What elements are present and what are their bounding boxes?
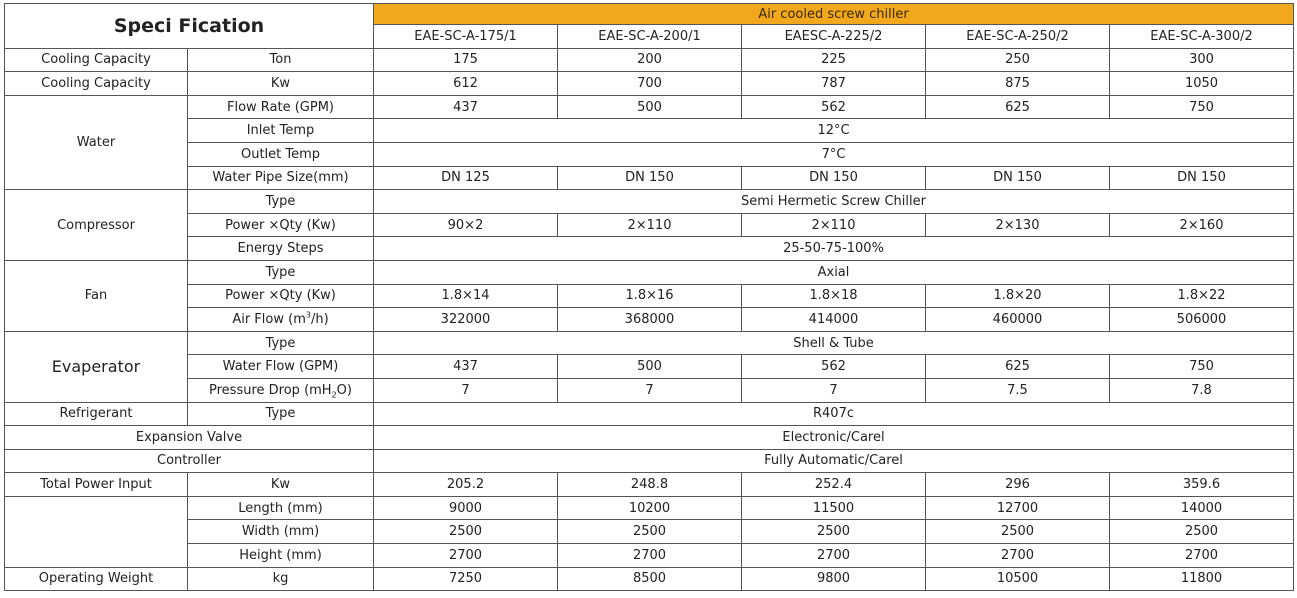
row-param-label: Type xyxy=(188,260,374,284)
table-row xyxy=(5,426,1294,450)
table-row xyxy=(5,190,1294,214)
table-cell-merged: 25-50-75-100% xyxy=(374,237,1294,261)
table-cell: 1.8×20 xyxy=(926,284,1110,308)
table-cell: DN 150 xyxy=(1110,166,1294,190)
row-param-label: Water Flow (GPM) xyxy=(188,355,374,379)
table-row xyxy=(5,331,1294,355)
table-cell-merged: Electronic/Carel xyxy=(374,426,1294,450)
table-cell: 10200 xyxy=(558,496,742,520)
row-param-label: Inlet Temp xyxy=(188,119,374,143)
table-cell: 506000 xyxy=(1110,308,1294,332)
table-cell: 14000 xyxy=(1110,496,1294,520)
row-group-label: Evaperator xyxy=(5,331,188,402)
table-cell: 7 xyxy=(742,378,926,402)
table-cell: 2500 xyxy=(742,520,926,544)
table-cell: 205.2 xyxy=(374,473,558,497)
row-group-label: Cooling Capacity xyxy=(5,72,188,96)
table-cell: 612 xyxy=(374,72,558,96)
table-cell: 1.8×14 xyxy=(374,284,558,308)
table-row xyxy=(5,237,1294,261)
table-cell: 7.8 xyxy=(1110,378,1294,402)
table-row xyxy=(5,308,1294,332)
table-row xyxy=(5,72,1294,96)
table-cell: 368000 xyxy=(558,308,742,332)
table-cell: 2700 xyxy=(374,544,558,568)
table-cell: 1.8×16 xyxy=(558,284,742,308)
table-row xyxy=(5,142,1294,166)
table-cell: 10500 xyxy=(926,567,1110,591)
table-cell: 175 xyxy=(374,48,558,72)
table-cell-merged: Fully Automatic/Carel xyxy=(374,449,1294,473)
table-cell: 250 xyxy=(926,48,1110,72)
table-cell-merged: Semi Hermetic Screw Chiller xyxy=(374,190,1294,214)
table-row xyxy=(5,402,1294,426)
table-row xyxy=(5,284,1294,308)
table-cell: 2700 xyxy=(742,544,926,568)
table-cell: 8500 xyxy=(558,567,742,591)
table-cell-merged: Axial xyxy=(374,260,1294,284)
row-param-label: Type xyxy=(188,331,374,355)
table-cell: 2500 xyxy=(926,520,1110,544)
row-param-label: Width (mm) xyxy=(188,520,374,544)
table-row xyxy=(5,567,1294,591)
row-group-label: Expansion Valve xyxy=(5,426,374,450)
row-group-label: Fan xyxy=(5,260,188,331)
table-row xyxy=(5,378,1294,402)
table-cell: 300 xyxy=(1110,48,1294,72)
model-header: EAESC-A-225/2 xyxy=(742,25,926,49)
table-cell: 296 xyxy=(926,473,1110,497)
row-param-label: Ton xyxy=(188,48,374,72)
model-header: EAE-SC-A-250/2 xyxy=(926,25,1110,49)
table-cell: 9000 xyxy=(374,496,558,520)
table-cell: 750 xyxy=(1110,95,1294,119)
table-row xyxy=(5,213,1294,237)
row-param-label: Air Flow $(m^3/h)$ xyxy=(188,308,374,332)
row-group-label: Total Power Input xyxy=(5,473,188,497)
table-cell: 7250 xyxy=(374,567,558,591)
table-cell: 2500 xyxy=(558,520,742,544)
table-cell: 7 xyxy=(558,378,742,402)
row-param-label: Pressure Drop $(mH_2O)$ xyxy=(188,378,374,402)
table-cell: DN 150 xyxy=(558,166,742,190)
table-row xyxy=(5,166,1294,190)
table-cell: 750 xyxy=(1110,355,1294,379)
table-row xyxy=(5,496,1294,520)
table-cell: 2×110 xyxy=(742,213,926,237)
table-row xyxy=(5,544,1294,568)
table-cell: 500 xyxy=(558,95,742,119)
table-title: Speci Fication xyxy=(5,4,374,49)
model-header: EAE-SC-A-175/1 xyxy=(374,25,558,49)
row-param-label: Length (mm) xyxy=(188,496,374,520)
row-param-label: Kw xyxy=(188,72,374,96)
table-cell: 225 xyxy=(742,48,926,72)
table-cell: 11800 xyxy=(1110,567,1294,591)
table-cell: 2700 xyxy=(558,544,742,568)
table-cell: 460000 xyxy=(926,308,1110,332)
table-row xyxy=(5,473,1294,497)
table-cell: 437 xyxy=(374,355,558,379)
table-cell: 787 xyxy=(742,72,926,96)
table-cell: 1.8×22 xyxy=(1110,284,1294,308)
row-param-label: Energy Steps xyxy=(188,237,374,261)
row-param-label: Kw xyxy=(188,473,374,497)
row-param-label: kg xyxy=(188,567,374,591)
table-cell-merged: Shell & Tube xyxy=(374,331,1294,355)
table-cell: 7 xyxy=(374,378,558,402)
row-param-label: Height (mm) xyxy=(188,544,374,568)
table-cell: 9800 xyxy=(742,567,926,591)
table-cell: 500 xyxy=(558,355,742,379)
row-param-label: Power ×Qty (Kw) xyxy=(188,284,374,308)
row-param-label: Power ×Qty (Kw) xyxy=(188,213,374,237)
table-row xyxy=(5,260,1294,284)
model-header: EAE-SC-A-200/1 xyxy=(558,25,742,49)
table-cell: 414000 xyxy=(742,308,926,332)
product-banner: Air cooled screw chiller xyxy=(374,4,1294,25)
row-param-label: Outlet Temp xyxy=(188,142,374,166)
row-param-label: Type xyxy=(188,402,374,426)
table-row xyxy=(5,449,1294,473)
table-cell: 562 xyxy=(742,95,926,119)
table-cell: 625 xyxy=(926,355,1110,379)
row-param-label: Flow Rate (GPM) xyxy=(188,95,374,119)
table-row xyxy=(5,119,1294,143)
table-cell: 7.5 xyxy=(926,378,1110,402)
table-cell: 200 xyxy=(558,48,742,72)
table-cell-merged: 12°C xyxy=(374,119,1294,143)
table-cell: 875 xyxy=(926,72,1110,96)
table-cell: 2×130 xyxy=(926,213,1110,237)
table-cell: 2700 xyxy=(1110,544,1294,568)
table-cell-merged: R407c xyxy=(374,402,1294,426)
table-cell: 2×110 xyxy=(558,213,742,237)
table-cell: 2500 xyxy=(1110,520,1294,544)
table-cell: 90×2 xyxy=(374,213,558,237)
table-cell: 2500 xyxy=(374,520,558,544)
row-group-label: Water xyxy=(5,95,188,189)
table-cell: 248.8 xyxy=(558,473,742,497)
table-cell: 12700 xyxy=(926,496,1110,520)
row-group-label xyxy=(5,496,188,567)
table-cell: 2700 xyxy=(926,544,1110,568)
table-cell-merged: 7°C xyxy=(374,142,1294,166)
table-cell: DN 125 xyxy=(374,166,558,190)
table-cell: 359.6 xyxy=(1110,473,1294,497)
table-cell: 437 xyxy=(374,95,558,119)
table-row xyxy=(5,95,1294,119)
model-header: EAE-SC-A-300/2 xyxy=(1110,25,1294,49)
table-cell: 322000 xyxy=(374,308,558,332)
row-group-label: Compressor xyxy=(5,190,188,261)
row-group-label: Operating Weight xyxy=(5,567,188,591)
table-cell: 700 xyxy=(558,72,742,96)
table-cell: 252.4 xyxy=(742,473,926,497)
row-group-label: Controller xyxy=(5,449,374,473)
table-row xyxy=(5,48,1294,72)
table-row xyxy=(5,520,1294,544)
table-cell: 11500 xyxy=(742,496,926,520)
row-param-label: Water Pipe Size(mm) xyxy=(188,166,374,190)
table-cell: DN 150 xyxy=(742,166,926,190)
table-cell: DN 150 xyxy=(926,166,1110,190)
table-cell: 2×160 xyxy=(1110,213,1294,237)
table-cell: 1050 xyxy=(1110,72,1294,96)
table-cell: 562 xyxy=(742,355,926,379)
table-cell: 625 xyxy=(926,95,1110,119)
table-row xyxy=(5,355,1294,379)
table-cell: 1.8×18 xyxy=(742,284,926,308)
row-param-label: Type xyxy=(188,190,374,214)
specification-table xyxy=(4,3,1294,591)
row-group-label: Refrigerant xyxy=(5,402,188,426)
row-group-label: Cooling Capacity xyxy=(5,48,188,72)
